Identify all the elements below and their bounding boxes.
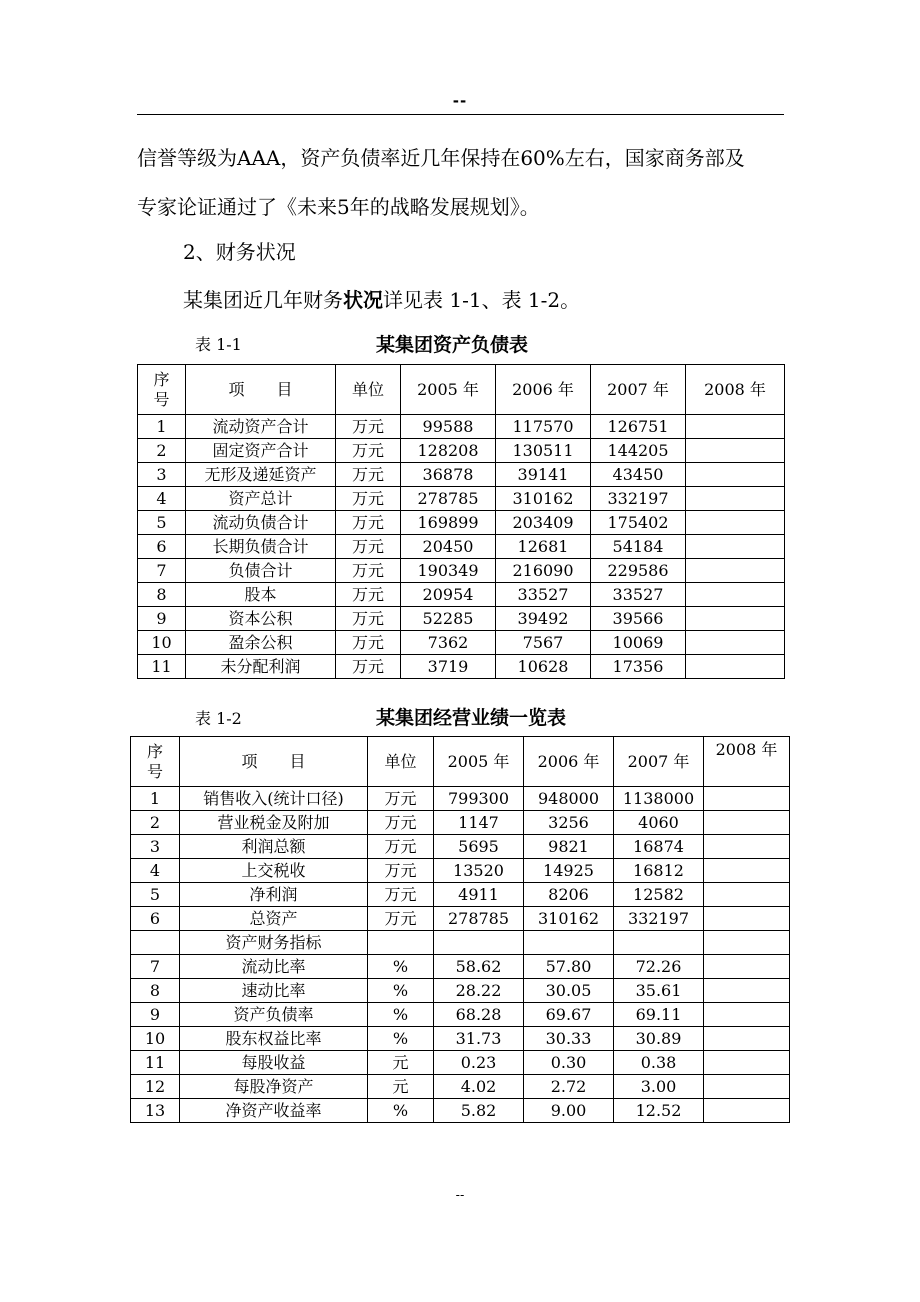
table2-cell: 营业税金及附加 [180, 811, 368, 835]
table2-cell [704, 1099, 790, 1123]
table2-cell [704, 1003, 790, 1027]
table1-cell: 7362 [401, 631, 496, 655]
table2-cell: 净资产收益率 [180, 1099, 368, 1123]
table1-cell: 万元 [336, 415, 401, 439]
table2-cell [524, 931, 614, 955]
table1-cell: 6 [138, 535, 186, 559]
table-row [131, 1027, 790, 1051]
table2-cell: 5.82 [434, 1099, 524, 1123]
intro-text-before: 某集团近几年财务 [183, 288, 343, 312]
table2-cell: 5695 [434, 835, 524, 859]
table2-cell: 3 [131, 835, 180, 859]
table1-cell: 9 [138, 607, 186, 631]
table-row [131, 787, 790, 811]
table2-cell: 12.52 [614, 1099, 704, 1123]
table2-cell: 11 [131, 1051, 180, 1075]
table1-cell: 万元 [336, 583, 401, 607]
table2-cell: 销售收入(统计口径) [180, 787, 368, 811]
table-row [138, 415, 785, 439]
table1-cell: 169899 [401, 511, 496, 535]
table2-header-row [131, 737, 790, 787]
table-row [138, 439, 785, 463]
table2-cell: 1138000 [614, 787, 704, 811]
table1-cell: 7567 [496, 631, 591, 655]
table2-cell: 万元 [368, 835, 434, 859]
page-footer-mark: -- [455, 1188, 465, 1202]
table-row [138, 487, 785, 511]
table1-cell: 175402 [591, 511, 686, 535]
table1-header-cell: 2007 年 [591, 365, 686, 415]
business-performance-table [130, 736, 790, 1123]
table1-cell: 17356 [591, 655, 686, 679]
table2-cell: 万元 [368, 811, 434, 835]
table-row [131, 1075, 790, 1099]
table2-cell [704, 931, 790, 955]
table2-cell: 16812 [614, 859, 704, 883]
paragraph-strategy-plan: 专家论证通过了《未来5年的战略发展规划》。 [137, 195, 540, 219]
table2-cell: 8206 [524, 883, 614, 907]
table1-cell: 流动负债合计 [186, 511, 336, 535]
table1-cell: 190349 [401, 559, 496, 583]
table2-cell: % [368, 1027, 434, 1051]
table2-cell: 0.23 [434, 1051, 524, 1075]
table2-cell: 57.80 [524, 955, 614, 979]
table2-caption-title: 某集团经营业绩一览表 [376, 707, 567, 729]
table2-cell: 万元 [368, 907, 434, 931]
table1-cell: 216090 [496, 559, 591, 583]
paragraph-financial-intro [183, 288, 580, 312]
table2-header-cell: 2006 年 [524, 737, 614, 787]
table-row [131, 859, 790, 883]
table-row [131, 811, 790, 835]
table2-cell: 72.26 [614, 955, 704, 979]
table1-cell [686, 559, 785, 583]
table1-cell: 万元 [336, 463, 401, 487]
table1-header-cell: 单位 [336, 365, 401, 415]
table1-cell: 20954 [401, 583, 496, 607]
table2-cell: 万元 [368, 859, 434, 883]
table2-cell: % [368, 1099, 434, 1123]
table1-cell: 资本公积 [186, 607, 336, 631]
table1-cell: 万元 [336, 631, 401, 655]
section-heading-financial-status: 2、财务状况 [183, 240, 296, 264]
table1-cell: 5 [138, 511, 186, 535]
intro-text-after: 详见表 1-1、表 1-2。 [383, 288, 581, 312]
table2-cell: 13520 [434, 859, 524, 883]
table1-cell: 万元 [336, 511, 401, 535]
table1-cell: 39492 [496, 607, 591, 631]
table2-cell: 4911 [434, 883, 524, 907]
table2-cell: 总资产 [180, 907, 368, 931]
table2-cell: 4.02 [434, 1075, 524, 1099]
table2-cell: 278785 [434, 907, 524, 931]
table2-cell: 1 [131, 787, 180, 811]
table1-cell [686, 463, 785, 487]
table2-cell: 4 [131, 859, 180, 883]
table1-cell: 117570 [496, 415, 591, 439]
table1-cell [686, 415, 785, 439]
table-row [131, 883, 790, 907]
table2-header-cell: 2007 年 [614, 737, 704, 787]
table2-cell: 948000 [524, 787, 614, 811]
table-row [131, 955, 790, 979]
table2-cell: 流动比率 [180, 955, 368, 979]
table1-cell: 130511 [496, 439, 591, 463]
table1-cell: 39141 [496, 463, 591, 487]
balance-sheet-table [137, 364, 785, 679]
table1-cell [686, 607, 785, 631]
table-row [138, 559, 785, 583]
table1-cell: 万元 [336, 439, 401, 463]
table-row [138, 511, 785, 535]
table1-cell: 310162 [496, 487, 591, 511]
table1-cell: 144205 [591, 439, 686, 463]
table2-cell: 28.22 [434, 979, 524, 1003]
table2-cell: 股东权益比率 [180, 1027, 368, 1051]
table1-cell [686, 655, 785, 679]
table2-cell: 万元 [368, 787, 434, 811]
table2-cell: 58.62 [434, 955, 524, 979]
table2-header-cell: 项 目 [180, 737, 368, 787]
table-row [138, 583, 785, 607]
table1-header-cell: 2008 年 [686, 365, 785, 415]
table2-cell [704, 859, 790, 883]
table1-cell: 52285 [401, 607, 496, 631]
table2-caption-number: 表 1-2 [195, 709, 242, 728]
table1-cell: 万元 [336, 655, 401, 679]
table2-cell: 万元 [368, 883, 434, 907]
table2-cell: 16874 [614, 835, 704, 859]
table1-cell: 股本 [186, 583, 336, 607]
table2-header-cell: 2005 年 [434, 737, 524, 787]
table2-cell: 每股净资产 [180, 1075, 368, 1099]
table-row [131, 1003, 790, 1027]
table2-cell: 3.00 [614, 1075, 704, 1099]
table1-cell [686, 535, 785, 559]
table2-cell: 资产负债率 [180, 1003, 368, 1027]
table1-cell: 332197 [591, 487, 686, 511]
intro-text-bold: 状况 [343, 288, 383, 312]
table2-cell: 5 [131, 883, 180, 907]
table1-header-cell: 项 目 [186, 365, 336, 415]
table1-caption-number: 表 1-1 [195, 335, 242, 354]
table2-cell [704, 787, 790, 811]
table2-cell: 3256 [524, 811, 614, 835]
table1-cell: 11 [138, 655, 186, 679]
table-row [131, 835, 790, 859]
table2-cell [704, 835, 790, 859]
table2-header-cell: 单位 [368, 737, 434, 787]
table2-cell: 30.05 [524, 979, 614, 1003]
table-row [131, 931, 790, 955]
table2-cell: 元 [368, 1075, 434, 1099]
table2-cell: 4060 [614, 811, 704, 835]
table1-cell: 33527 [496, 583, 591, 607]
table2-cell: % [368, 1003, 434, 1027]
table2-cell: 利润总额 [180, 835, 368, 859]
table2-cell [704, 1051, 790, 1075]
table2-cell [614, 931, 704, 955]
table2-cell: 0.38 [614, 1051, 704, 1075]
table1-cell [686, 511, 785, 535]
table-row [138, 631, 785, 655]
table-row [131, 907, 790, 931]
table2-cell: 1147 [434, 811, 524, 835]
table1-cell: 固定资产合计 [186, 439, 336, 463]
table1-cell [686, 439, 785, 463]
table1-cell: 8 [138, 583, 186, 607]
table1-cell: 12681 [496, 535, 591, 559]
table2-cell [704, 1027, 790, 1051]
table1-cell: 43450 [591, 463, 686, 487]
table2-cell: 31.73 [434, 1027, 524, 1051]
table-row [131, 1051, 790, 1075]
table2-cell: 69.67 [524, 1003, 614, 1027]
table2-cell: 13 [131, 1099, 180, 1123]
table2-cell [704, 979, 790, 1003]
table1-cell [686, 583, 785, 607]
table1-header-cell: 序号 [138, 365, 186, 415]
table1-cell: 99588 [401, 415, 496, 439]
table2-cell: 30.89 [614, 1027, 704, 1051]
table1-cell: 229586 [591, 559, 686, 583]
table2-cell: % [368, 955, 434, 979]
table2-cell: 9 [131, 1003, 180, 1027]
table1-caption-title: 某集团资产负债表 [376, 334, 529, 356]
table2-cell: 14925 [524, 859, 614, 883]
table1-header-row [138, 365, 785, 415]
table2-cell: 12 [131, 1075, 180, 1099]
table2-cell [704, 907, 790, 931]
table1-cell: 3719 [401, 655, 496, 679]
table2-cell: % [368, 979, 434, 1003]
table2-cell [704, 811, 790, 835]
table1-cell: 20450 [401, 535, 496, 559]
table2-cell: 332197 [614, 907, 704, 931]
table1-cell: 万元 [336, 535, 401, 559]
header-rule [137, 114, 784, 115]
table2-cell: 310162 [524, 907, 614, 931]
table1-cell: 资产总计 [186, 487, 336, 511]
table1-cell: 4 [138, 487, 186, 511]
table1-cell: 万元 [336, 607, 401, 631]
table2-cell [704, 1075, 790, 1099]
table2-cell: 8 [131, 979, 180, 1003]
table1-cell: 128208 [401, 439, 496, 463]
table-row [138, 535, 785, 559]
paragraph-credit-rating: 信誉等级为AAA，资产负债率近几年保持在60%左右，国家商务部及 [137, 146, 745, 170]
table2-header-cell: 2008 年 [704, 737, 790, 787]
table1-cell: 3 [138, 463, 186, 487]
table-row [138, 607, 785, 631]
table2-cell: 30.33 [524, 1027, 614, 1051]
table1-cell: 7 [138, 559, 186, 583]
table2-cell: 6 [131, 907, 180, 931]
table2-cell [704, 955, 790, 979]
table1-cell: 10 [138, 631, 186, 655]
table2-cell: 9821 [524, 835, 614, 859]
table1-cell: 盈余公积 [186, 631, 336, 655]
page-header-mark: -- [452, 92, 468, 110]
table1-cell: 126751 [591, 415, 686, 439]
table-row [138, 463, 785, 487]
table1-cell: 流动资产合计 [186, 415, 336, 439]
table2-cell: 0.30 [524, 1051, 614, 1075]
table-row [131, 979, 790, 1003]
table1-cell: 39566 [591, 607, 686, 631]
table2-cell: 35.61 [614, 979, 704, 1003]
table1-header-cell: 2006 年 [496, 365, 591, 415]
table2-cell: 每股收益 [180, 1051, 368, 1075]
table2-cell: 799300 [434, 787, 524, 811]
table2-cell: 上交税收 [180, 859, 368, 883]
table2-cell: 12582 [614, 883, 704, 907]
table1-cell: 2 [138, 439, 186, 463]
table1-cell: 长期负债合计 [186, 535, 336, 559]
table1-cell: 1 [138, 415, 186, 439]
table-row [131, 1099, 790, 1123]
table2-cell: 元 [368, 1051, 434, 1075]
table2-cell: 9.00 [524, 1099, 614, 1123]
table1-cell: 万元 [336, 487, 401, 511]
table2-cell: 2 [131, 811, 180, 835]
table1-cell: 33527 [591, 583, 686, 607]
table1-cell [686, 631, 785, 655]
table2-cell [434, 931, 524, 955]
table2-cell: 速动比率 [180, 979, 368, 1003]
table2-cell: 净利润 [180, 883, 368, 907]
table-row [138, 655, 785, 679]
table1-cell: 未分配利润 [186, 655, 336, 679]
table2-cell: 7 [131, 955, 180, 979]
table2-header-cell: 序号 [131, 737, 180, 787]
table1-cell: 54184 [591, 535, 686, 559]
table2-cell: 10 [131, 1027, 180, 1051]
table1-cell: 36878 [401, 463, 496, 487]
table1-cell: 278785 [401, 487, 496, 511]
table2-cell [131, 931, 180, 955]
table2-cell: 68.28 [434, 1003, 524, 1027]
table2-cell: 2.72 [524, 1075, 614, 1099]
table1-cell: 10069 [591, 631, 686, 655]
table1-cell: 万元 [336, 559, 401, 583]
table2-cell: 69.11 [614, 1003, 704, 1027]
table1-header-cell: 2005 年 [401, 365, 496, 415]
table1-cell: 10628 [496, 655, 591, 679]
table1-cell: 负债合计 [186, 559, 336, 583]
table2-cell: 资产财务指标 [180, 931, 368, 955]
table2-cell [704, 883, 790, 907]
table1-cell: 203409 [496, 511, 591, 535]
table2-cell [368, 931, 434, 955]
table1-cell: 无形及递延资产 [186, 463, 336, 487]
table1-cell [686, 487, 785, 511]
